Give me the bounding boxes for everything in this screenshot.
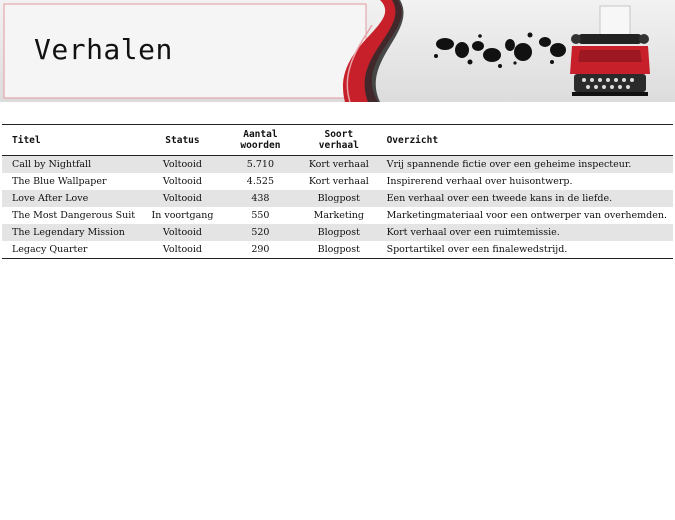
cell-overzicht[interactable]: Een verhaal over een tweede kans in de liefde. (386, 193, 613, 204)
typewriter-icon (570, 6, 650, 96)
column-header-titel[interactable]: Titel (12, 134, 41, 146)
cell-overzicht[interactable]: Sportartikel over een finalewedstrijd. (386, 244, 568, 255)
cell-soort-verhaal[interactable]: Blogpost (317, 193, 360, 204)
cell-titel[interactable]: The Blue Wallpaper (12, 176, 107, 187)
cell-overzicht[interactable]: Vrij spannende fictie over een geheime inspecteur. (386, 159, 632, 170)
cell-aantal-woorden[interactable]: 438 (251, 193, 270, 204)
table-row[interactable] (2, 224, 673, 241)
cell-aantal-woorden[interactable]: 520 (251, 227, 270, 238)
cell-soort-verhaal[interactable]: Blogpost (317, 227, 360, 238)
ink-splatter-icon (434, 33, 566, 69)
cell-status[interactable]: Voltooid (162, 244, 203, 255)
header-banner (0, 0, 675, 102)
table-row[interactable] (2, 190, 673, 207)
column-header-aantal-woorden[interactable]: Aantal woorden (240, 129, 281, 151)
cell-soort-verhaal[interactable]: Marketing (313, 210, 364, 221)
table-row[interactable] (2, 207, 673, 224)
page-title: Verhalen (34, 33, 173, 66)
cell-overzicht[interactable]: Kort verhaal over een ruimtemissie. (386, 227, 560, 238)
cell-overzicht[interactable]: Marketingmateriaal voor een ontwerper van overhemden. (386, 210, 667, 221)
cell-titel[interactable]: Legacy Quarter (12, 244, 88, 255)
table-row[interactable] (2, 173, 673, 190)
cell-status[interactable]: Voltooid (162, 227, 203, 238)
cell-titel[interactable]: Call by Nightfall (12, 159, 92, 170)
stories-table (2, 124, 673, 259)
column-header-status[interactable]: Status (165, 134, 200, 146)
cell-soort-verhaal[interactable]: Blogpost (317, 244, 360, 255)
cell-status[interactable]: Voltooid (162, 193, 203, 204)
cell-soort-verhaal[interactable]: Kort verhaal (308, 159, 369, 170)
cell-soort-verhaal[interactable]: Kort verhaal (308, 176, 369, 187)
cell-status[interactable]: In voortgang (151, 210, 214, 221)
cell-aantal-woorden[interactable]: 290 (251, 244, 270, 255)
cell-titel[interactable]: The Legendary Mission (12, 227, 125, 238)
table-row[interactable] (2, 241, 673, 259)
cell-aantal-woorden[interactable]: 4.525 (246, 176, 274, 187)
cell-aantal-woorden[interactable]: 550 (251, 210, 270, 221)
table-row[interactable] (2, 156, 673, 174)
cell-overzicht[interactable]: Inspirerend verhaal over huisontwerp. (386, 176, 573, 187)
cell-status[interactable]: Voltooid (162, 176, 203, 187)
column-header-soort-verhaal[interactable]: Soort verhaal (318, 129, 359, 151)
cell-titel[interactable]: Love After Love (12, 193, 89, 204)
cell-aantal-woorden[interactable]: 5.710 (246, 159, 274, 170)
table-header (2, 125, 673, 156)
cell-titel[interactable]: The Most Dangerous Suit (12, 210, 136, 221)
cell-status[interactable]: Voltooid (162, 159, 203, 170)
column-header-overzicht[interactable]: Overzicht (386, 134, 439, 146)
